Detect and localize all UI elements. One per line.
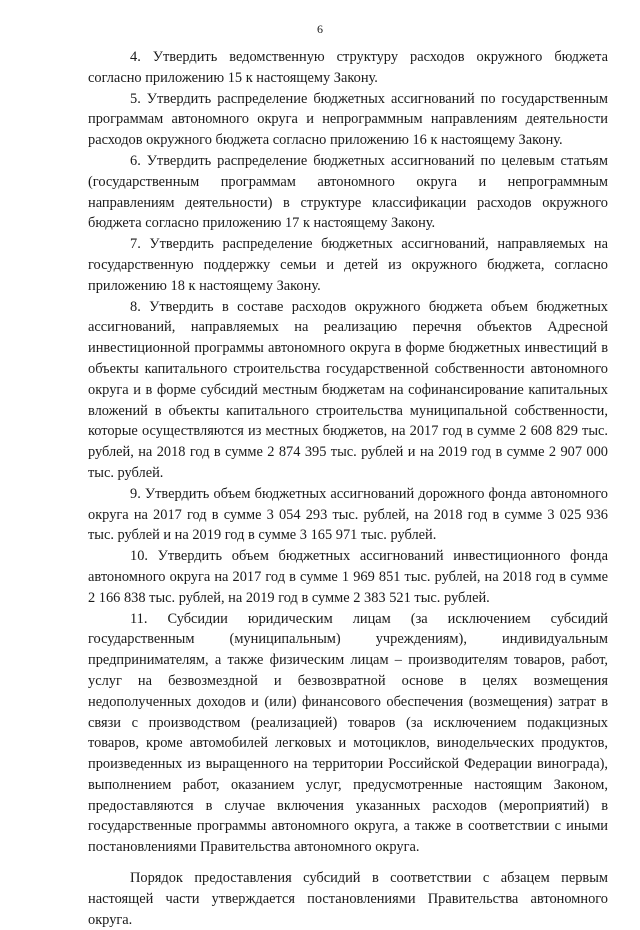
paragraph-item-10: 10. Утвердить объем бюджетных ассигнований инвестиционного фонда автономного округа на 2017 год в сумме 1 969 851 тыс. рублей, на 2018 год в сумме 2 166 838 тыс. рублей, на 2019 год в сумме 2 383 521 тыс. рублей. [88,548,608,606]
paragraph-item-11: 11. Субсидии юридическим лицам (за исключением субсидий государственным (муниципальным) учреждениям), индивидуальным предпринимателям, а также физическим лицам – производителям товаров, работ, услуг на безвозмездной и безвозвратной основе в целях возмещения недополученных доходов и (или) финансового обеспечения (возмещения) затрат в связи с производством (реализацией) товаров (за исключением подакцизных товаров, кроме автомобилей легковых и мотоциклов, винодельческих продуктов, произведенных из выращенного на территории Российской Федерации винограда), выполнением работ, оказанием услуг, предусмотренные настоящим Законом, предоставляются в случае включения указанных расходов (мероприятий) в государственные программы автономного округа, а также в соответствии с иными постановлениями Правительства автономного округа. [88,610,608,856]
paragraph-subsidy-procedure: Порядок предоставления субсидий в соответствии с абзацем первым настоящей части утверждается постановлениями Правительства автономного округа. [88,870,608,928]
paragraph-item-5: 5. Утвердить распределение бюджетных ассигнований по государственным программам автономного округа и непрограммным направлениям деятельности расходов окружного бюджета согласно приложению 16 к настоящему Закону. [88,90,608,149]
page-number: 6 [317,22,323,36]
paragraph-item-6: 6. Утвердить распределение бюджетных ассигнований по целевым статьям (государственным программам автономного округа и непрограммным направлениям деятельности) в структуре классификации расходов окружного бюджета согласно приложению 17 к настоящему Закону. [88,152,608,232]
paragraph-item-4: 4. Утвердить ведомственную структуру расходов окружного бюджета согласно приложению 15 к настоящему Закону. [88,49,608,86]
document-body [88,47,608,930]
paragraph-item-9: 9. Утвердить объем бюджетных ассигнований дорожного фонда автономного округа на 2017 год в сумме 3 054 293 тыс. рублей, на 2018 год в сумме 3 025 936 тыс. рублей и на 2019 год в сумме 3 165 971 тыс. рублей. [88,485,608,544]
paragraph-item-8: 8. Утвердить в составе расходов окружного бюджета объем бюджетных ассигнований, направляемых на реализацию перечня объектов Адресной инвестиционной программы автономного округа в форме бюджетных инвестиций в объекты капитального строительства государственной собственности автономного округа и в форме субсидий местным бюджетам на софинансирование капитальных вложений в объекты капитального строительства муниципальной собственности, которые осуществляются из местных бюджетов, на 2017 год в сумме 2 608 829 тыс. рублей, на 2018 год в сумме 2 874 395 тыс. рублей и на 2019 год в сумме 2 907 000 тыс. рублей. [88,298,608,481]
paragraph-item-7: 7. Утвердить распределение бюджетных ассигнований, направляемых на государственную поддержку семьи и детей из окружного бюджета, согласно приложению 18 к настоящему Закону. [88,236,608,294]
